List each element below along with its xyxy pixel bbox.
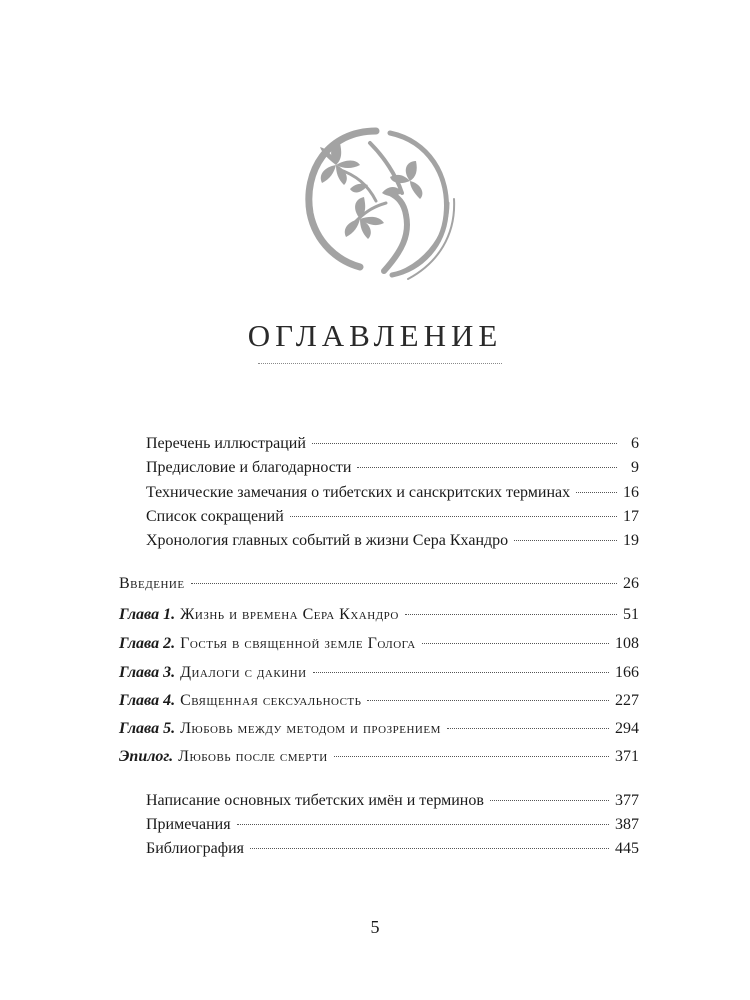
toc-entry-title: Гостья в священной земле Голога [180,635,416,652]
toc-entry-title: Список сокращений [146,508,284,525]
toc-entry-chapter-5[interactable] [119,718,639,740]
toc-entry-epilogue[interactable] [119,746,639,768]
toc-page-number: 19 [623,532,639,549]
toc-page-number: 16 [623,484,639,501]
toc-entry-title: Введение [119,575,185,592]
toc-page-number: 26 [623,575,639,592]
toc-entry-chapter-2[interactable] [119,633,639,655]
dot-leader [334,756,609,757]
toc-entry-chapter-3[interactable] [119,662,639,684]
toc-page-number: 294 [615,720,639,737]
toc-entry-chronology[interactable] [146,530,639,552]
toc-entry-title: Любовь после смерти [178,748,328,765]
dot-leader [367,700,609,701]
toc-entry-title: Примечания [146,816,231,833]
toc-entry-title: Священная сексуальность [180,692,362,709]
toc-entry-title: Хронология главных событий в жизни Сера Кхандро [146,532,509,549]
chapter-label: Глава 2. [119,635,176,652]
dot-leader [290,516,617,517]
dot-leader [357,467,617,468]
toc-entry-preface[interactable] [146,457,639,479]
dot-leader [313,672,609,673]
toc-entry-notes[interactable] [146,814,639,836]
dot-leader [422,643,609,644]
toc-entry-transcription[interactable] [146,790,639,812]
toc-entry-bibliography[interactable] [146,838,639,860]
toc-entry-title: Диалоги с дакини [180,664,307,681]
toc-page-number: 9 [631,459,639,476]
toc-entry-title: Написание основных тибетских имён и терминов [146,792,484,809]
toc-entry-title: Библиография [146,840,244,857]
toc-page-number: 377 [615,792,639,809]
page-number: 5 [370,917,380,937]
toc-entry-illustrations[interactable] [146,433,639,455]
toc-page-number: 227 [615,692,639,709]
toc-entry-chapter-1[interactable] [119,604,639,626]
toc-entry-title: Предисловие и благодарности [146,459,352,476]
toc-entry-title: Перечень иллюстраций [146,435,306,452]
dot-leader [405,614,617,615]
toc-entry-title: Жизнь и времена Сера Кхандро [180,606,399,623]
dot-leader [312,443,617,444]
dot-leader [250,848,609,849]
chapter-label: Глава 3. [119,664,176,681]
toc-page-number: 445 [615,840,639,857]
toc-page-number: 166 [615,664,639,681]
toc-page-number: 108 [615,635,639,652]
dot-leader [191,583,617,584]
toc-entry-abbreviations[interactable] [146,506,639,528]
toc-page-number: 6 [631,435,639,452]
toc-page-number: 387 [615,816,639,833]
toc-entry-technical-notes[interactable] [146,482,639,504]
toc-entry-title: Технические замечания о тибетских и санскритских терминах [146,484,571,501]
toc-page-number: 51 [623,606,639,623]
dotted-divider [258,363,502,364]
page-title: ОГЛАВЛЕНИЕ [247,318,503,353]
toc-entry-chapter-4[interactable] [119,690,639,712]
dot-leader [514,540,617,541]
toc-entry-introduction[interactable] [119,573,639,595]
chapter-label: Глава 1. [119,606,176,623]
chapter-label: Глава 5. [119,720,176,737]
dot-leader [237,824,609,825]
dot-leader [490,800,609,801]
floral-circle-ornament-icon [298,123,458,283]
toc-page-number: 17 [623,508,639,525]
toc-entry-title: Любовь между методом и прозрением [180,720,441,737]
chapter-label: Глава 4. [119,692,176,709]
chapter-label: Эпилог. [119,748,174,765]
dot-leader [576,492,617,493]
toc-page-number: 371 [615,748,639,765]
dot-leader [447,728,609,729]
